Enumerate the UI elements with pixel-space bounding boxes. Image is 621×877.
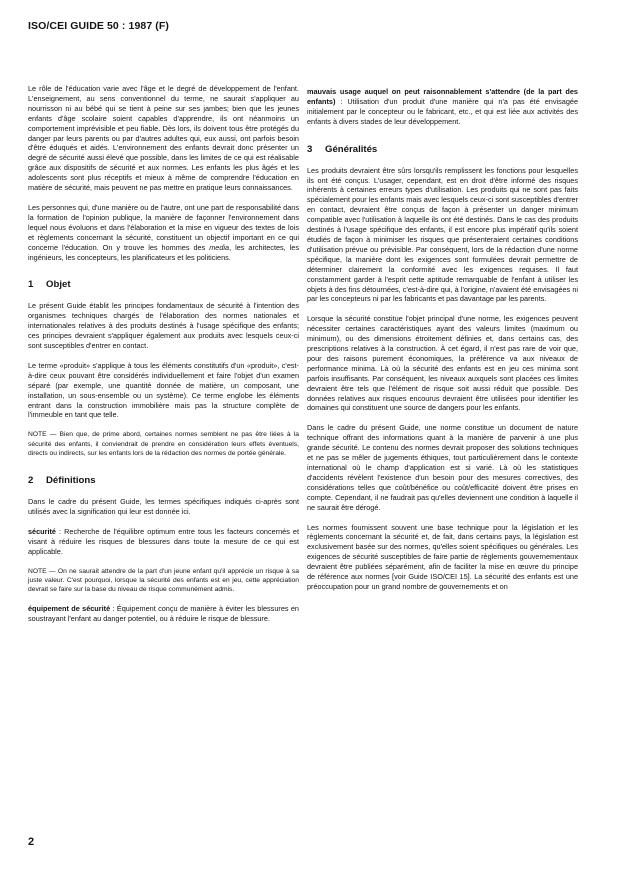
definitions-intro: Dans le cadre du présent Guide, les termes spécifiques indiqués ci-après sont utilisés avec la signification qui leur est donnée ici. xyxy=(28,496,299,516)
generalites-paragraph: Les normes fournissent souvent une base technique pour la législation et les règlements concernant la sécurité et, de fait, dans certains pays, la législation est exclusivement basée sur des normes, qu'elles soient spécifiques ou générales. Les exigences de sécurité susceptibles de faire partie de règlements gouvernementaux devraient être publiées séparément, afin de faciliter la mise en œuvre du principe de référence aux normes [voir Guide ISO/CEI 15]. La sécurité des enfants est une préoccupation pour un grand nombre de gouvernements et on xyxy=(307,522,578,591)
section-title: Généralités xyxy=(325,143,378,155)
responsibility-paragraph xyxy=(28,203,299,262)
section-number: 2 xyxy=(28,474,34,486)
definition-mauvais-usage xyxy=(307,87,578,127)
definition-term: équipement de sécurité xyxy=(28,604,111,614)
right-column xyxy=(307,87,578,602)
definition-text: : Équipement conçu de manière à éviter les blessures en soustrayant l'enfant au danger potentiel, ou à réduire le risque de blessure. xyxy=(28,604,299,624)
definition-text: : Utilisation d'un produit d'une manière qui n'a pas été envisagée initialement par le concepteur ou le fabricant, etc., et qui est liée aux activités des enfants à divers stades de leur développement. xyxy=(307,96,578,126)
definition-text: : Recherche de l'équilibre optimum entre tous les facteurs concernés et visant à réduire les risques de blessures dans toute la mesure de ce qui est applicable. xyxy=(28,526,299,556)
note-paragraph: NOTE — Bien que, de prime abord, certaines normes semblent ne pas être liées à la sécurité des enfants, il conviendrait de prendre en considération leurs effets éventuels, directs ou indirects, sur les enfants lors de la rédaction des normes de portée générale. xyxy=(28,431,299,457)
section-heading-objet xyxy=(28,279,299,291)
definition-securite xyxy=(28,527,299,557)
objet-paragraph: Le présent Guide établit les principes fondamentaux de sécurité à l'intention des organismes techniques chargés de l'élaboration des normes nationales et internationales relatives à des produits destinés à l'usage spécifique des enfants; ces principes devraient s'appliquer également aux produits avec lesquels ceux-ci sont susceptibles d'entrer en contact. xyxy=(28,301,299,351)
definition-term: mauvais usage auquel on peut raisonnablement s'attendre (de la part des enfants) xyxy=(307,87,578,106)
document-header: ISO/CEI GUIDE 50 : 1987 (F) xyxy=(28,20,169,32)
definition-equipement xyxy=(28,604,299,624)
responsibility-text-end: , les architectes, les ingénieurs, les concepteurs, les planificateurs et les politiciens. xyxy=(28,242,299,262)
left-column xyxy=(28,84,299,634)
education-paragraph: Le rôle de l'éducation varie avec l'âge et le degré de développement de l'enfant. L'enseignement, au sens conventionnel du terme, ne saurait s'appliquer au nourrisson ni au bébé qui se tient à peine sur ses jambes; bien que les jeunes enfants d'âge scolaire soient capables d'apprendre, ils ont néanmoins un comportement imprévisible et peu fiable. Dès lors, ils doivent tous être protégés du danger par leurs parents ou par d'autres adultes qui, eux aussi, ont parfois besoin d'être éduqués et aidés. L'environnement des enfants devrait donc présenter un degré de sécurité aussi élevé que possible, dans les limites de ce qui est réalisable grâce aux dispositifs de sécurité et aux normes. Les enfants les plus âgés et les adolescents sont plus réceptifs et mieux à même de comprendre l'éducation en matière de sécurité, mais peuvent ne pas mettre en pratique leurs connaissances. xyxy=(28,84,299,193)
section-heading-generalites xyxy=(307,144,578,156)
generalites-paragraph: Lorsque la sécurité constitue l'objet principal d'une norme, les exigences peuvent nécessiter certaines caractéristiques ayant des valeurs limites (maximum ou minimum), ou des dimensions étroitement définies et, dans certains cas, des prescriptions relatives à la construction. À cet égard, il n'est pas rare de voir que, pour des raisons purement économiques, la préférence va aux niveaux de performance minima. Là où la sécurité des enfants est en jeu ces minima sont parfois insuffisants. Par conséquent, les niveaux auxquels sont placées ces limites devraient être tels que l'élément de risque soit aussi réduit que possible. Des données relatives aux risques encourus devraient être utilisées pour identifier les domaines qui constituent une source de dangers pour les enfants. xyxy=(307,314,578,413)
page-number: 2 xyxy=(28,836,35,848)
section-title: Définitions xyxy=(46,474,96,486)
generalites-paragraph: Les produits devraient être sûrs lorsqu'ils remplissent les fonctions pour lesquelles ils ont été conçus. L'usager, cependant, est en droit d'être informé des risques inhérents à certaines erreurs types d'utilisation. Les produits qui ne sont pas faits spécialement pour les enfants mais avec lesquels ceux-ci sont susceptibles d'entrer en contact, devraient être conçus de façon à présenter un danger minimum compatible avec l'utilisation à laquelle ils ont été destinés. Dans le cas des produits destinés à l'usage spécifique des enfants, il est encore plus impératif qu'ils soient étudiés de façon à minimiser les risques que présenteraient certaines conditions d'utilisation prévue ou prévisible. Par conséquent, lors de la rédaction d'une norme spécifique, la manière dont les exigences sont formulées devrait permettre de déterminer clairement la conformité avec les exigences requises. Il faut constamment garder à l'esprit cette aptitude remarquable de l'enfant à utiliser les objets à des fins détournées, c'est-à-dire qui, à l'origine, n'avaient été envisagées ni par les concepteurs ni par les fabricants et pas davantage par les parents. xyxy=(307,165,578,304)
generalites-paragraph: Dans le cadre du présent Guide, une norme constitue un document de nature technique offrant des informations quant à la manière de parvenir à une plus grande sécurité. Le contenu des normes devrait proposer des solutions techniques et ne pas se mêler de jugements éthiques, tout particulièrement dans le contexte international où le champ d'application est si varié. Là où les statistiques d'accidents révèlent l'existence d'un besoin pour des mesures correctives, des considérations telles que coût/bénéfice ou coût/efficacité doivent être prises en compte. Cependant, il ne faudrait pas qu'elles deviennent une condition à laquelle il ne saurait être dérogé. xyxy=(307,423,578,512)
section-title: Objet xyxy=(46,279,71,291)
media-term: media xyxy=(209,242,230,252)
section-heading-definitions xyxy=(28,475,299,487)
produit-paragraph: Le terme «produit» s'applique à tous les éléments constitutifs d'un «produit», c'est-à-dire ceux pouvant être considérés individuellement et faire l'objet d'un examen séparé (par exemple, une quantité donnée de matière, un composant, une installation, un sous-ensemble ou un système). Ce terme englobe les éléments entrant dans la construction immobilière mais pas la structure complète de l'immeuble en tant que telle. xyxy=(28,360,299,420)
definition-term: sécurité xyxy=(28,526,56,536)
section-number: 3 xyxy=(307,143,313,155)
responsibility-text-start: Les personnes qui, d'une manière ou de l'autre, ont une part de responsabilité dans la formation de l'opinion publique, la manière de façonner l'environnement dans lequel nous évoluons et dans l'élaboration et la mise en vigueur des textes de lois et règlements concernant la sécurité, constituent un objectif important en ce qui concerne l'éducation. On y trouve les hommes des xyxy=(28,202,299,252)
note-paragraph: NOTE — On ne saurait attendre de la part d'un jeune enfant qu'il apprécie un risque à sa juste valeur. C'est pourquoi, lorsque la sécurité des enfants est en jeu, cette appréciation devrait se faire sur la base du niveau de risque communément admis. xyxy=(28,567,299,593)
section-number: 1 xyxy=(28,279,34,291)
